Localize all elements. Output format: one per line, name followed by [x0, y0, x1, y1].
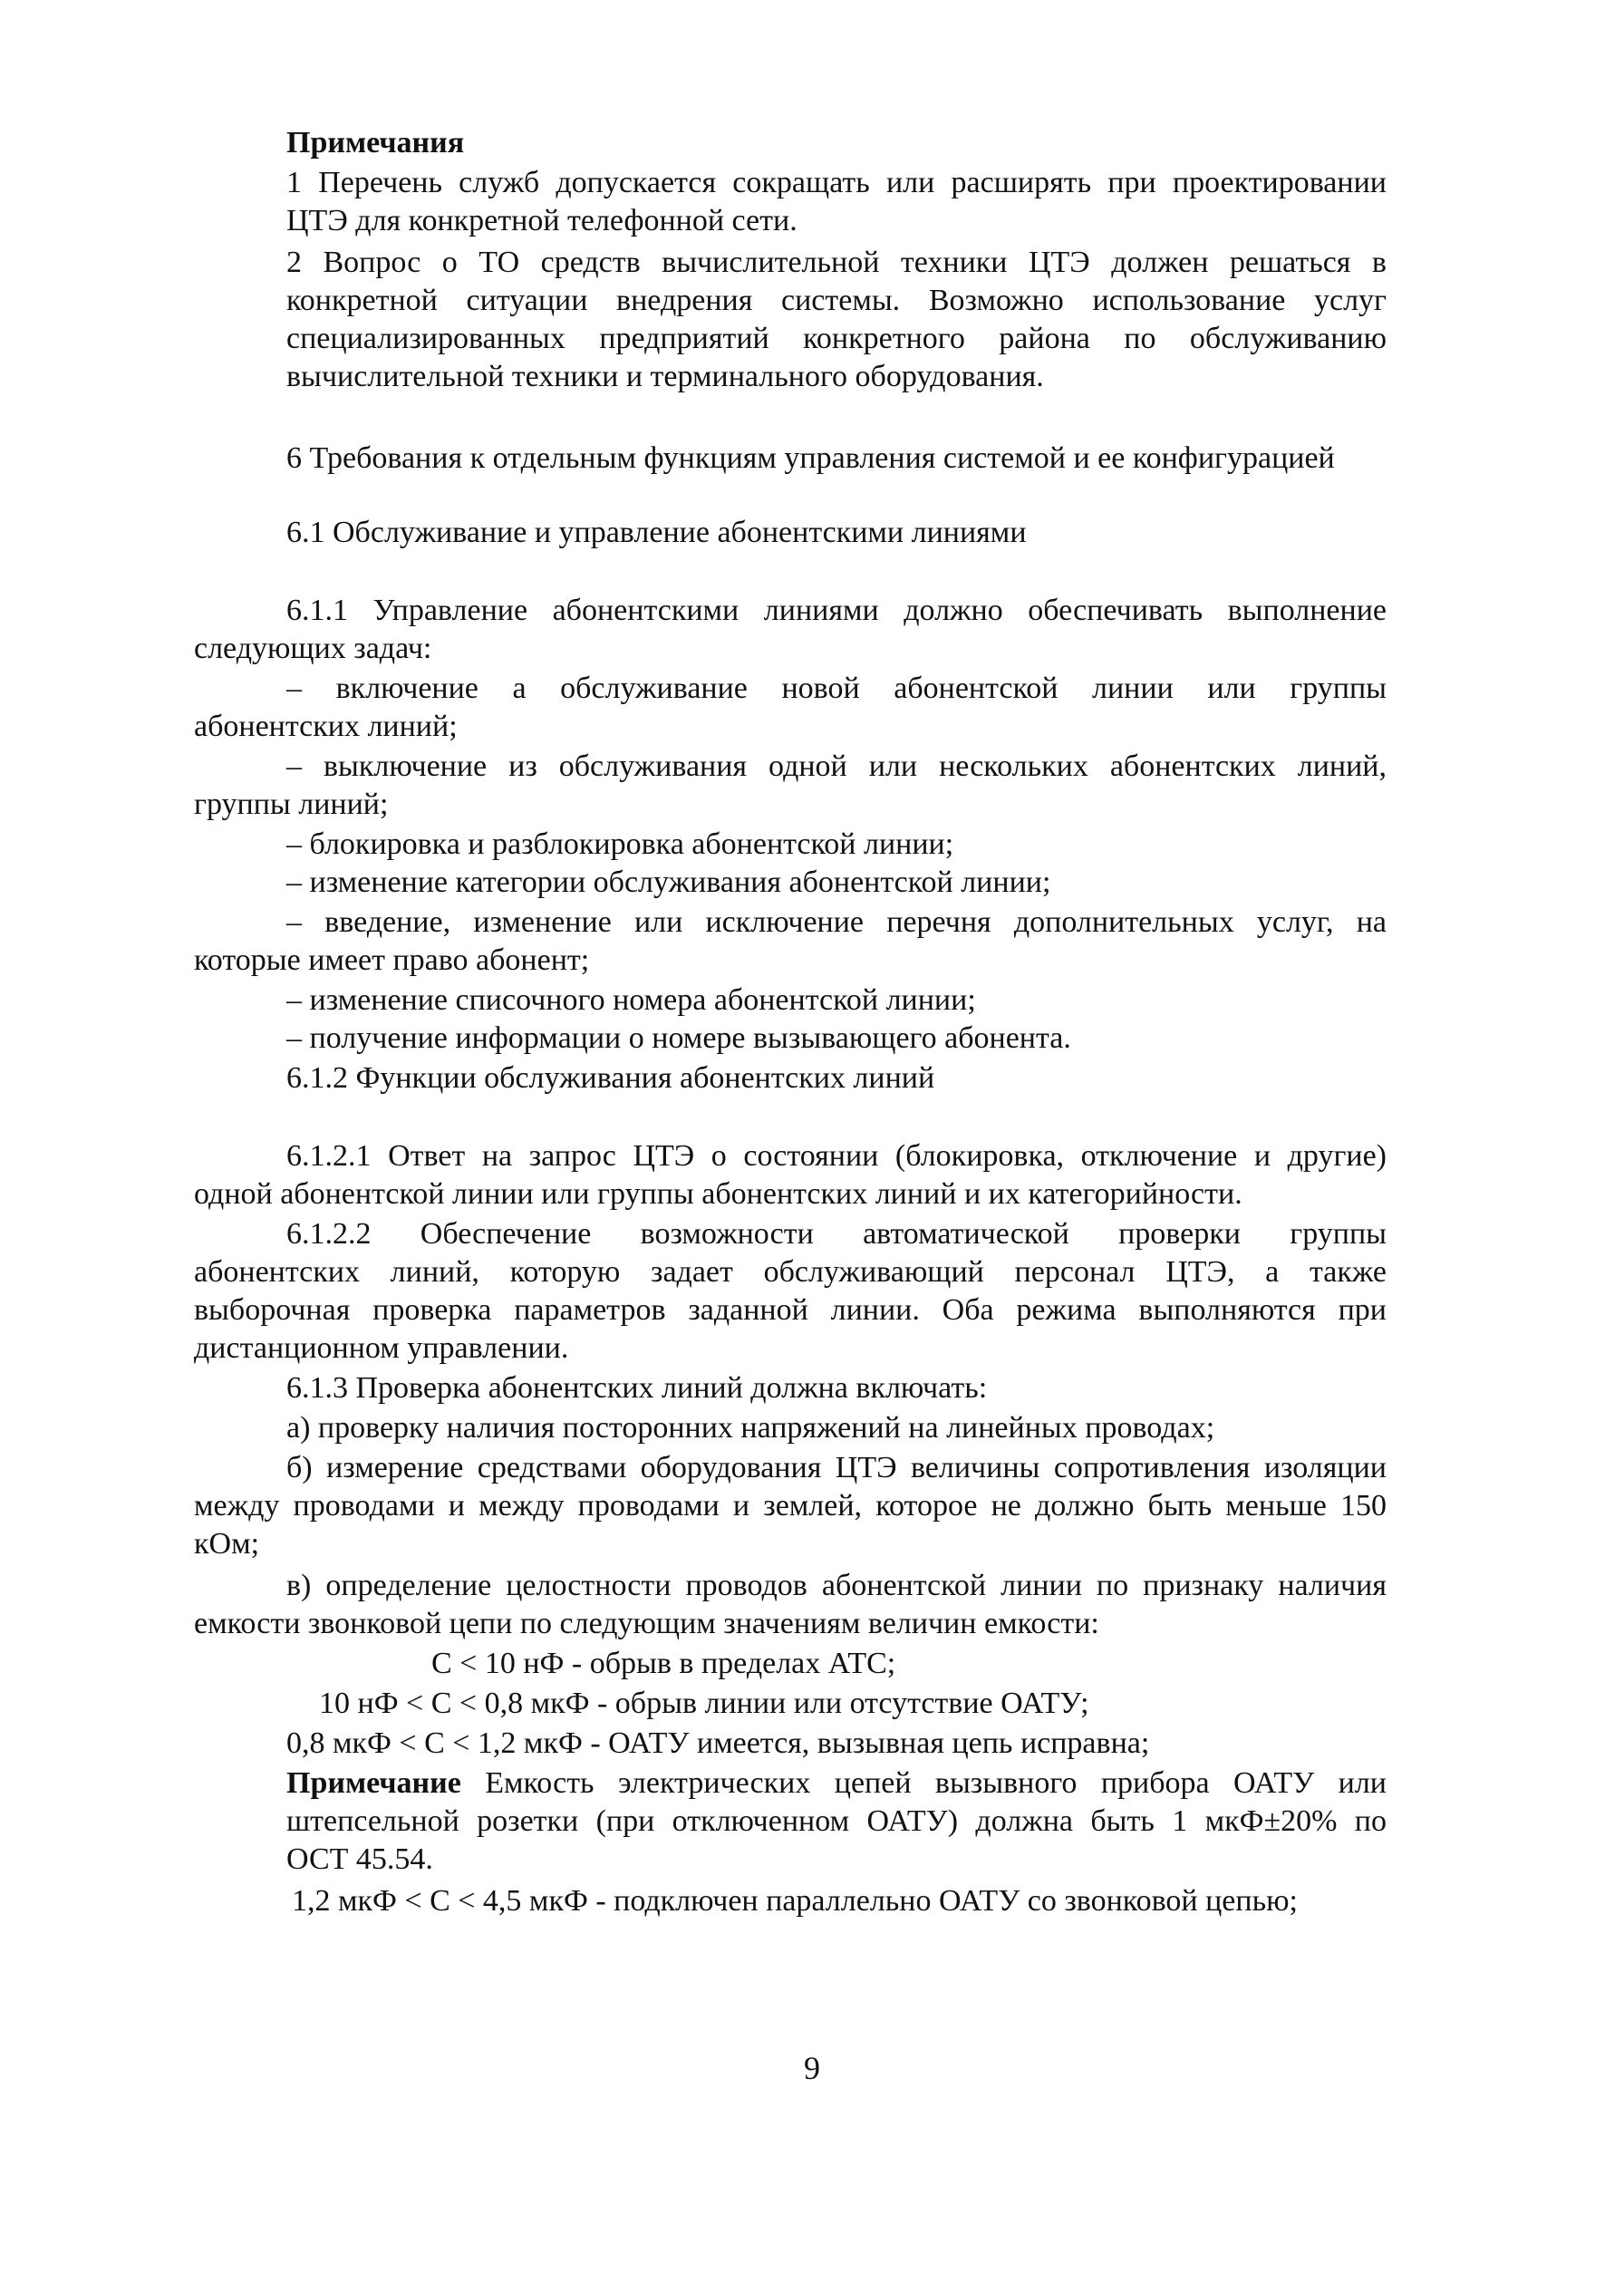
list-item-2-line2: группы линий; [194, 788, 389, 821]
list-item-3: – блокировка и разблокировка абонентской линии; [286, 827, 954, 861]
list-item-1-line2: абонентских линий; [194, 710, 458, 743]
page-number: 9 [804, 2050, 820, 2086]
check-item-c-line1: в) определение целостности проводов абонентской линии по признаку наличия [286, 1569, 1387, 1602]
capacitance-note-line3: ОСТ 45.54. [286, 1842, 433, 1876]
note2-line1: 2 Вопрос о ТО средств вычислительной техники ЦТЭ должен решаться в [286, 246, 1387, 279]
list-item-5-line2: которые имеет право абонент; [194, 943, 590, 977]
note2-line4: вычислительной техники и терминального оборудования. [286, 360, 1044, 393]
list-item-1-line1: – включение а обслуживание новой абонентской линии или группы [286, 672, 1387, 705]
capacitance-condition-4: 1,2 мкФ < С < 4,5 мкФ - подключен параллельно ОАТУ со звонковой цепью; [292, 1884, 1298, 1918]
capacitance-note-line2: штепсельной розетки (при отключенном ОАТУ) должна быть 1 мкФ±20% по [286, 1804, 1387, 1838]
capacitance-condition-3: 0,8 мкФ < С < 1,2 мкФ - ОАТУ имеется, вызывная цепь исправна; [286, 1726, 1150, 1760]
capacitance-note-text: Емкость электрических цепей вызывного прибора ОАТУ или [485, 1766, 1387, 1800]
section-6-1-title: 6.1 Обслуживание и управление абонентскими линиями [286, 516, 1027, 549]
note2-line2: конкретной ситуации внедрения системы. Возможно использование услуг [286, 284, 1387, 317]
note1-line2: ЦТЭ для конкретной телефонной сети. [286, 204, 798, 237]
section-6-1-2-1-line1: 6.1.2.1 Ответ на запрос ЦТЭ о состоянии (блокировка, отключение и другие) [286, 1139, 1387, 1173]
list-item-2-line1: – выключение из обслуживания одной или нескольких абонентских линий, [286, 749, 1387, 783]
list-item-4: – изменение категории обслуживания абонентской линии; [286, 865, 1051, 899]
check-item-c-line2: емкости звонковой цепи по следующим значениям величин емкости: [194, 1607, 1099, 1640]
list-item-6: – изменение списочного номера абонентской линии; [286, 983, 976, 1017]
check-item-b-line3: кОм; [194, 1527, 260, 1561]
section-6-1-2-title: 6.1.2 Функции обслуживания абонентских линий [286, 1061, 935, 1095]
section-6-1-2-2-line4: дистанционном управлении. [194, 1331, 569, 1365]
section-6-title: 6 Требования к отдельным функциям управления системой и ее конфигурацией [286, 441, 1335, 475]
section-6-1-2-2-line1: 6.1.2.2 Обеспечение возможности автоматической проверки группы [286, 1217, 1387, 1251]
note2-line3: специализированных предприятий конкретного района по обслуживанию [286, 322, 1387, 355]
note1-line1: 1 Перечень служб допускается сокращать или расширять при проектировании [286, 166, 1387, 199]
notes-heading: Примечания [286, 126, 465, 160]
capacitance-note-line1 [286, 1765, 1387, 1802]
section-6-1-3-title: 6.1.3 Проверка абонентских линий должна включать: [286, 1371, 988, 1405]
section-6-1-2-2-line3: выборочная проверка параметров заданной линии. Оба режима выполняются при [194, 1293, 1387, 1327]
list-item-7: – получение информации о номере вызывающего абонента. [286, 1021, 1071, 1055]
section-6-1-2-1-line2: одной абонентской линии или группы абонентских линий и их категорийности. [194, 1177, 1242, 1211]
section-6-1-1-line1: 6.1.1 Управление абонентскими линиями должно обеспечивать выполнение [286, 594, 1387, 627]
check-item-b-line1: б) измерение средствами оборудования ЦТЭ величины сопротивления изоляции [286, 1451, 1387, 1484]
capacitance-note-label: Примечание [286, 1766, 461, 1800]
check-item-a: а) проверку наличия посторонних напряжений на линейных проводах; [286, 1411, 1215, 1445]
section-6-1-2-2-line2: абонентских линий, которую задает обслуживающий персонал ЦТЭ, а также [194, 1255, 1387, 1289]
section-6-1-1-line2: следующих задач: [194, 632, 432, 665]
check-item-b-line2: между проводами и между проводами и землей, которое не должно быть меньше 150 [194, 1489, 1387, 1523]
list-item-5-line1: – введение, изменение или исключение перечня дополнительных услуг, на [286, 905, 1387, 939]
capacitance-condition-1: С < 10 нФ - обрыв в пределах АТС; [431, 1647, 896, 1680]
capacitance-condition-2: 10 нФ < С < 0,8 мкФ - обрыв линии или отсутствие ОАТУ; [319, 1687, 1089, 1720]
